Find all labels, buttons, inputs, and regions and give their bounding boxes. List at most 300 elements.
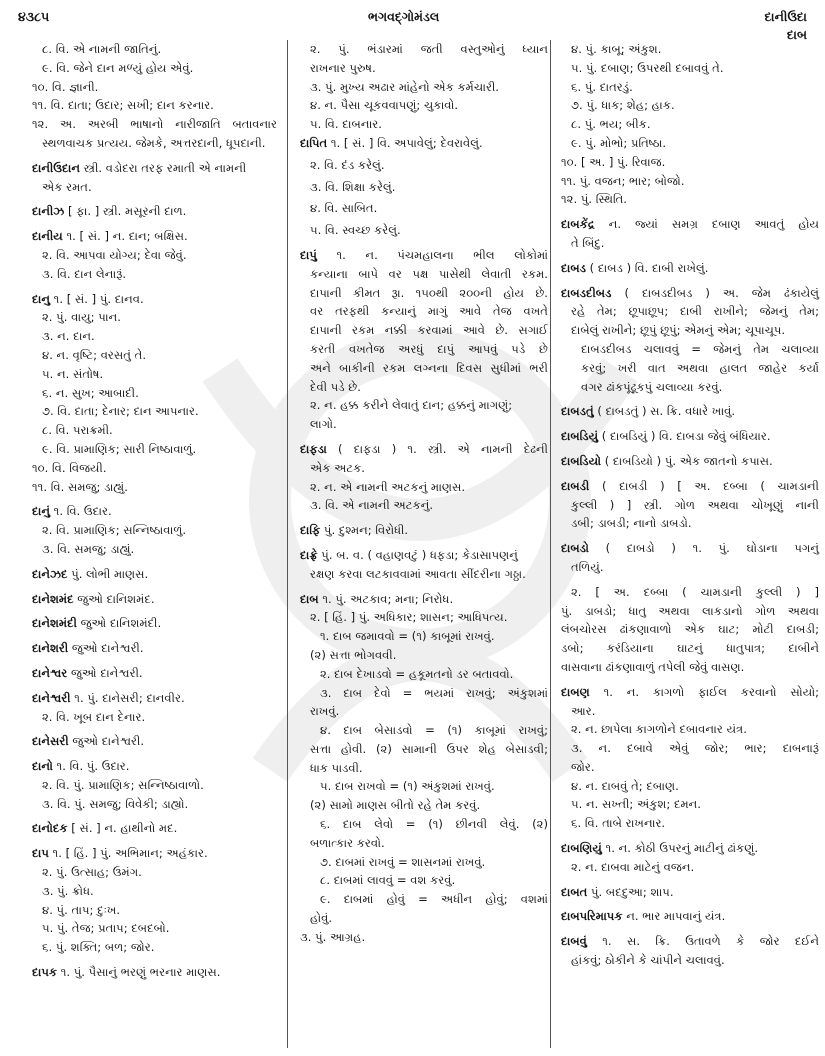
definition-text: તે બિંદુ. [571,235,605,250]
dictionary-entry-line [300,909,548,928]
definition-text: ૪. ન. પૈસા ચૂકવવાપણું; ચુકાવો. [310,98,459,113]
definition-text: [ ફા. ] સ્ત્રી. મસૂરની દાળ. [64,204,187,219]
dictionary-entry-headword-line [561,284,819,303]
dictionary-entry-line [300,302,548,321]
definition-text: ૬. પું. શક્તિ; બળ; જોર. [42,940,155,955]
definition-text: ૨. વિ. પું. પ્રામાણિક; સન્નિષ્ઠાવાળો. [42,777,204,792]
definition-text: ૧૨. અ. અરબી ભાષાનો નારીજાતિ બતાવનાર [32,117,277,132]
definition-text: ( દાબડિયું ) વિ. દાબડા જેવું બંધિયાર. [598,429,771,444]
definition-text: ૨. દાબ દેખાડવો = હકૂમતનો ડર બતાવવો. [320,666,514,681]
dictionary-entry-headword-line [32,732,277,751]
definition-text: ૫. ન. સંતોષ. [42,366,104,381]
dictionary-entry-headword-line [32,963,277,982]
dictionary-entry-headword-line [300,521,548,540]
definition-text: હાંકવું; ઠોકીને કે ચાંપીને ચલાવવું. [571,953,725,968]
definition-text: ૩. વિ. પું. સમજુ; વિવેકી; ડાહ્યો. [42,796,189,811]
dictionary-entry-line [561,78,819,97]
headword: દાનેસરી [32,734,69,749]
definition-text: ૬. દાબ લેવો = (૧) છીનવી લેવું. (૨) [320,817,548,832]
headword: દાફ્રે [300,547,318,562]
definition-text: ૨. [ અ. દબ્બા ( ચામડાની કુલ્લી ) ] [571,584,819,599]
dictionary-entry-headword-line [561,839,819,858]
dictionary-entry-line [300,834,548,853]
definition-text: કરવું; ખરી વાત અથવા હાલત જાહેર કર્યા [581,360,819,375]
dictionary-entry-line [32,882,277,901]
dictionary-entry-line [300,265,548,284]
headword: દાબડતું [561,404,594,419]
definition-text: ૩. વિ. સમજુ; ડાહ્યું. [42,541,135,556]
definition-text: દાબડદીબડ ચલાવવું = જેમનું તેમ ચલાવ્યા [581,341,819,356]
dictionary-entry-line [561,96,819,115]
dictionary-entry-headword-line [300,546,548,565]
definition-text: ૧૧. વિ. દાતા; ઉદાર; સખી; દાન કરનાર. [32,98,214,113]
dictionary-entry-headword-line [561,539,819,558]
definition-text: રક્ષણ કરવા લટકાવવામાં આવતા સીંદરીના ગઠ્ઠા. [310,566,526,581]
dictionary-entry-line [32,78,277,97]
dictionary-entry-line [300,415,548,434]
headword: દાનો [32,759,53,774]
dictionary-entry-line [561,583,819,602]
page-number: ૪૩૮૫ [18,9,50,24]
dictionary-entry-headword-line [561,883,819,902]
dictionary-entry-headword-line [300,590,548,609]
dictionary-entry-line [300,340,548,359]
dictionary-column-1 [32,40,277,1048]
dictionary-column-3 [550,40,819,1048]
dictionary-entry-line [32,708,277,727]
definition-text: ( દાબડિયો ) પું. એક જાતનો કપાસ. [601,453,773,468]
definition-text: જુઓ દાનિશમંદ. [73,591,155,606]
definition-text: ૨. ન. એ નામની અટકનું માણસ. [310,479,466,494]
definition-text: ૮. દાબમાં લાવવું = વશ કરવું. [320,873,456,888]
definition-text: ૨. ન. છાપેલા કાગળોને દબાવનાર યંત્ર. [571,722,747,737]
definition-text: પું. દુશ્મન; વિરોધી. [320,523,409,538]
dictionary-entry-line [32,40,277,59]
headword: દાપ [32,846,49,861]
definition-text: ૪. પું. કાબૂ; અંકુશ. [571,42,662,56]
dictionary-entry-line [561,190,819,209]
definition-text: દાબેલું રાખીને; છૂપું છૂપું; એમનું એમ; ચૂપાચૂપ. [571,323,786,338]
definition-text: ૨. [ હિં. ] પું. અધિકાર; શાસન; આધિપત્ય. [310,610,508,625]
definition-text: ૧. સ. ક્રિ. ઉતાવળે કે જોર દઈને [586,934,819,949]
definition-text: વર તરફથી કન્યાનું માગું આવે તેજ વખતે [310,304,548,319]
definition-text: તળિયું. [571,559,604,574]
headword: દાનીય [32,229,63,244]
dictionary-entry-headword-line [300,246,548,265]
headword: દાબવું [561,934,587,949]
dictionary-entry-line [561,620,819,639]
dictionary-entry-headword-line [32,202,277,221]
definition-text: ૨. વિ. દંડ કરેલું. [310,157,385,172]
definition-text: ૩. પું. ક્રોધ. [42,883,94,898]
definition-text: ૭. દાબમાં રાખવું = શાસનમાં રાખવું. [320,854,486,869]
dictionary-entry-line [561,558,819,577]
definition-text: ૯. વિ. જેને દાન મળ્યું હોય એવું. [42,60,194,75]
headword: દાબત [561,884,588,899]
definition-text: ૧૦. વિ. વિજયી. [32,460,107,475]
dictionary-entry-headword-line [32,757,277,776]
definition-text: ૫. વિ. સ્વચ્છ કરેલું. [310,223,401,238]
definition-text: ૧. વિ. ઉદાર. [49,504,112,519]
dictionary-entry-line [32,59,277,78]
dictionary-column-2 [287,40,548,1048]
headword: દાબડિયો [561,453,602,468]
dictionary-entry-line [561,951,819,970]
definition-text: ૯. દાબમાં હોવું = અધીન હોવું; વશમાં [320,892,548,907]
dictionary-entry-headword-line [561,259,819,278]
headword: દાબપરિમાપક [561,909,623,924]
dictionary-entry-line [300,199,548,218]
definition-text: ન. ભાર માપવાનું યંત્ર. [622,909,726,924]
definition-text: દાપાની કીમત રૂા. ૧૫૦થી ૨૦૦ની હોય છે. [310,285,548,300]
definition-text: ૭. વિ. દાતા; દેનાર; દાન આપનાર. [42,404,199,419]
definition-text: ( દાબડતું ) સ. ક્રિ. વધારે ખાવું. [593,404,736,419]
dictionary-entry-line [32,178,277,197]
definition-text: ૧. પું. અટકાવ; મના; નિરોધ. [318,591,454,606]
dictionary-entry-line [300,78,548,97]
headword: દાનોદક [32,821,68,836]
dictionary-entry-headword-line [32,590,277,609]
headword: દાબકેંદ્ર [561,217,595,232]
dictionary-entry-line [32,308,277,327]
dictionary-entry-line [300,759,548,778]
dictionary-entry-line [300,890,548,909]
dictionary-entry-line [32,265,277,284]
guideword-last: દાબ [786,27,807,42]
headword: દાનીઉદાન [32,160,80,175]
headword: દાબડિયું [561,429,599,444]
definition-text: એક અટક. [310,460,365,475]
dictionary-entry-line [300,565,548,584]
definition-text: ૧. ન. પંચમહાલના ભીલ લોકોમાં [316,247,548,262]
headword: દાનેઝદ [32,566,68,581]
dictionary-entry-headword-line [561,477,819,496]
headword: દાનેશરી [32,641,69,656]
dictionary-entry-headword-line [32,159,277,178]
definition-text: પું. ડાબડો; ધાતુ અથવા લાકડાનો ગોળ અથવા [561,603,819,618]
definition-text: ૧૨. પું. સ્થિતિ. [561,192,627,207]
dictionary-entry-line [561,602,819,621]
definition-text: પું. બ. વ. ( વહાણવટું ) ધફડા; કેડાસાપણનું [317,547,518,562]
dictionary-entry-line [32,776,277,795]
dictionary-entry-line [32,402,277,421]
dictionary-entry-headword-line [32,689,277,708]
headword: દાબણિયું [561,841,602,856]
definition-text: ૧૦. [ અ. ] પું. રિવાજ. [561,154,666,169]
dictionary-entry-line [300,646,548,665]
dictionary-entry-line [300,496,548,515]
definition-text: ૪. પું. તાપ; દુઃખ. [42,902,121,917]
definition-text: ૯. વિ. પ્રામાણિક; સારી નિષ્ઠાવાળું. [42,441,197,456]
definition-text: ૨. વિ. આપવા યોગ્ય; દેવા જેવું. [42,247,187,262]
definition-text: કન્યાના બાપે વર પક્ષ પાસેથી લેવાતી રકમ. [310,266,548,281]
definition-text: ૧. [ સં. ] વિ. અપાવેલું; દેવરાવેલું. [327,135,483,150]
dictionary-entry-line [300,627,548,646]
dictionary-entry-headword-line [561,215,819,234]
dictionary-entry-line [561,115,819,134]
dictionary-entry-headword-line [561,402,819,421]
dictionary-entry-line [32,901,277,920]
definition-text: ૩. પું. આગ્રહ. [300,929,366,944]
definition-text: જુઓ દાનિશમંદી. [76,616,162,631]
dictionary-entry-line [561,378,819,397]
definition-text: ( દાબડી ) [ અ. દબ્બા ( ચામડાની [589,478,819,493]
dictionary-entry-line [32,246,277,265]
dictionary-entry-line [32,346,277,365]
headword: દાબડ [561,260,586,275]
definition-text: ૨. પું. વાયુ; પાન. [42,310,121,325]
dictionary-entry-headword-line [32,664,277,683]
dictionary-entry-headword-line [561,932,819,951]
definition-text: ૫. પું. દબાણ; ઉપરથી દબાવવું તે. [571,60,724,75]
definition-text: ૫. ન. સખ્તી; અંકુશ; દમન. [571,797,701,812]
headword: દાનું [32,504,50,519]
definition-text: ૫. વિ. દાબનાર. [310,117,382,132]
definition-text: ૩. પું. મુખ્ય અઢાર માંહેનો એક કર્મચારી. [310,79,499,94]
dictionary-entry-line [300,178,548,197]
definition-text: વગર ઢાંકપૂંઢૂકપું ચલાવ્યા કરવું. [581,379,723,394]
dictionary-entry-line [561,321,819,340]
definition-text: વાસવાના ઢાંકણાવાળું તપેલી જેવું વાસણ. [561,659,745,674]
dictionary-entry-line [300,459,548,478]
dictionary-entry-line [300,777,548,796]
dictionary-entry-line [32,478,277,497]
definition-text: ૧૧. પું. વજન; ભાર; બોજો. [561,173,685,188]
headword: દાનેશમંદ [32,591,74,606]
definition-text: ૩. દાબ દેવો = ભયમાં રાખવું; અંકુશમાં [320,685,548,700]
dictionary-entry-headword-line [32,290,277,309]
definition-text: દાપાની રકમ નક્કી કરવામાં આવે છે. સગાઈ [310,323,548,338]
dictionary-entry-line [32,795,277,814]
dictionary-entry-line [300,156,548,175]
definition-text: ૮. વિ. પરાક્રમી. [42,423,113,438]
dictionary-entry-line [300,684,548,703]
definition-text: ૬. વિ. તાબે રાખનાર. [571,816,666,831]
definition-text: ડબો; કરંડિયાના ઘાટનું ધાતુપાત્ર; દાબીને [561,641,819,656]
dictionary-entry-line [561,302,819,321]
definition-text: સ્ત્રી. વડોદરા તરફ રમાતી એ નામની [80,160,247,175]
dictionary-entry-line [32,384,277,403]
definition-text: સત્તા હોવી. (૨) સામાની ઉપર શેહ બેસાડવી; [310,741,548,756]
dictionary-entry-line [561,858,819,877]
dictionary-entry-line [561,514,819,533]
dictionary-entry-line [300,871,548,890]
dictionary-entry-headword-line [32,502,277,521]
dictionary-entry-line [300,40,548,59]
dictionary-entry-line [561,359,819,378]
definition-text: ૪. દાબ બેસાડવો = (૧) કાબૂમાં રાખવું; [320,723,548,738]
dictionary-entry-line [561,720,819,739]
definition-text: ૧. ન. કાગળો ફાઈલ કરવાનો સોયો; [589,684,819,699]
dictionary-entry-line [300,478,548,497]
definition-text: ૧. દાબ જમાવવો = (૧) કાબૂમાં રાખવું. [320,629,495,644]
definition-text: (૨) સત્તા ભોગવવી. [310,647,397,662]
definition-text: રહે તેમ; છૂપાછૂપ; દાબી રાખીને; જેમનું તેમ; [571,304,819,319]
dictionary-entry-line [300,702,548,721]
definition-text: ૫. દાબ રાખવો = (૧) અંકુશમાં રાખવું. [320,779,495,794]
definition-text: બળાત્કાર કરવો. [310,835,385,850]
definition-text: રાખવું. [310,704,340,719]
definition-text: ન. જ્યાં સમગ્ર દબાણ આવતું હોય [594,217,819,232]
definition-text: ૩. વિ. દાન લેનારૂં. [42,266,127,281]
definition-text: ૪. ન. દાબવું તે; દબાણ. [571,778,679,793]
dictionary-entry-headword-line [32,227,277,246]
definition-text: ૧. પું. દાનેસરી; દાનવીર. [70,690,185,705]
dictionary-entry-line [32,134,277,153]
definition-text: ( દાબડ ) વિ. દાબી રાખેલું. [586,260,709,275]
definition-text: (૨) સામો માણસ બીતો રહે તેમ કરવું. [310,798,481,813]
dictionary-entry-line [300,359,548,378]
headword: દાબણ [561,684,590,699]
definition-text: સ્થળવાચક પ્રત્યય. જેમકે, અત્તરદાની, ધૂપદાની. [42,135,266,150]
headword: દાપિત [300,135,328,150]
dictionary-entry-line [300,796,548,815]
definition-text: ૧. [ સં. ] ન. દાન; બક્ષિસ. [62,229,188,244]
definition-text: ૬. પું. દાતરડું. [571,79,633,94]
definition-text: ૧. પું. પૈસાનું ભરણું ભરનાર માણસ. [57,965,221,980]
headword: દાનેશ્વરી [32,690,71,705]
dictionary-entry-line [300,396,548,415]
definition-text: ( દાબડદીબડ ) અ. જેમ ઢંકાયેલું [611,285,819,300]
definition-text: ૨. વિ. ખૂબ દાન દેનાર. [42,709,146,724]
headword: દાફિ [300,523,321,538]
dictionary-entry-line [32,919,277,938]
dictionary-entry-line [300,853,548,872]
dictionary-entry-line [300,608,548,627]
definition-text: જુઓ દાનેશ્વરી. [68,734,145,749]
dictionary-entry-line [32,540,277,559]
dictionary-entry-line [32,115,277,134]
definition-text: કુલ્લી ) ] સ્ત્રી. ગોળ અથવા ચોખૂણું નાની [571,497,819,512]
dictionary-entry-line [300,115,548,134]
headword: દાપક [32,965,58,980]
dictionary-entry-line [300,721,548,740]
definition-text: જુઓ દાનેશ્વરી. [67,665,143,680]
dictionary-entry-line [300,221,548,240]
definition-text: ( દાફડા ) ૧. સ્ત્રી. એ નામની દેઢની [326,441,548,456]
definition-text: ૮. પું. ભય; બીક. [571,117,651,132]
definition-text: ૩. ન. દબાવે એવું જોર; ભાર; દાબનારૂં [571,741,819,756]
dictionary-entry-headword-line [561,683,819,702]
definition-text: પું. બદદુઆ; શાપ. [587,884,674,899]
definition-text: ૩. વિ. એ નામની અટકનું. [310,498,434,513]
book-title: ભગવદ્ગોમંડલ [368,9,440,24]
dictionary-entry-line [561,739,819,758]
definition-text: ૧૦. વિ. જ્ઞાની. [32,79,99,94]
definition-text: ૭. પું. ધાક; શેહ; હાક. [571,98,675,113]
definition-text: દેવી પડે છે. [310,379,361,394]
definition-text: ૮. વિ. એ નામની જાતિનું. [42,42,162,56]
definition-text: હોવું. [310,911,333,926]
definition-text: ધાક પાડવી. [310,760,363,775]
definition-text: [ સં. ] ન. હાથીનો મદ. [67,821,178,836]
definition-text: પું. લોભી માણસ. [67,566,149,581]
headword: દાનેશમંદી [32,616,77,631]
headword: દાનેશ્વર [32,665,68,680]
definition-text: ૨. પું. ભંડારમાં જતી વસ્તુઓનું ધ્યાન [310,42,548,56]
dictionary-entry-line [300,284,548,303]
definition-text: ૧૧. વિ. સમજુ; ડાહ્યું. [32,479,128,494]
definition-text: કરતી વખતેજ અરધું દાપું આપવું પડે છે [310,341,548,356]
definition-text: ૯. પું. મોભો; પ્રતિષ્ઠા. [571,135,667,150]
dictionary-entry-line [300,378,548,397]
headword: દાફડા [300,441,327,456]
definition-text: ૬. ન. સુખ; આબાદી. [42,385,139,400]
definition-text: જુઓ દાનેશ્વરી. [68,641,144,656]
definition-text: રાખનાર પુરુષ. [310,60,376,75]
dictionary-entry-line [300,59,548,78]
dictionary-entry-line [300,321,548,340]
dictionary-entry-line [561,134,819,153]
headword: દાબડી [561,478,590,493]
definition-text: ૧. ન. કોઠી ઉપરનું માટીનું ઢાંકણું. [601,841,759,856]
dictionary-entry-headword-line [32,844,277,863]
headword: દાનુ [32,291,50,306]
definition-text: ડબી; ડાબડી; નાનો ડાબડો. [571,516,692,531]
dictionary-entry-line [561,153,819,172]
definition-text: ૪. વિ. સાબિત. [310,201,378,216]
dictionary-entry-line [300,928,548,947]
headword: દાબડો [561,541,589,556]
definition-text: ૩. ન. દાન. [42,329,95,344]
dictionary-entry-line [32,96,277,115]
dictionary-entry-line [561,172,819,191]
dictionary-entry-line [561,702,819,721]
dictionary-entry-line [561,59,819,78]
dictionary-entry-headword-line [300,134,548,153]
definition-text: ૨. ન. દાબવા માટેનું વજન. [571,859,695,874]
dictionary-entry-line [561,639,819,658]
guideword-first: દાનીઉદા [764,9,807,24]
dictionary-entry-line [300,815,548,834]
dictionary-entry-line [561,777,819,796]
headword: દાનીઝ [32,204,65,219]
dictionary-entry-headword-line [300,440,548,459]
dictionary-entry-line [561,758,819,777]
dictionary-entry-line [32,440,277,459]
definition-text: ૨. વિ. પ્રામાણિક; સન્નિષ્ઠાવાળું. [42,523,187,538]
dictionary-entry-headword-line [32,565,277,584]
headword: દાબડદીબડ [561,285,612,300]
dictionary-entry-line [300,740,548,759]
dictionary-entry-line [561,795,819,814]
dictionary-entry-line [32,365,277,384]
dictionary-entry-line [32,459,277,478]
dictionary-entry-headword-line [32,639,277,658]
dictionary-entry-headword-line [32,614,277,633]
dictionary-entry-line [561,658,819,677]
dictionary-entry-line [300,96,548,115]
dictionary-entry-line [32,938,277,957]
definition-text: ૧. [ સં. ] પું. દાનવ. [49,291,144,306]
dictionary-entry-line [32,327,277,346]
definition-text: ૪. ન. વૃષ્ટિ; વરસતું તે. [42,347,147,362]
definition-text: ( દાબડો ) ૧. પું. ઘોડાના પગનું [588,541,819,556]
definition-text: ૧. વિ. પું. ઉદાર. [52,759,130,774]
dictionary-entry-line [561,234,819,253]
dictionary-entry-line [300,665,548,684]
dictionary-entry-line [32,863,277,882]
dictionary-entry-line [561,496,819,515]
dictionary-entry-line [32,421,277,440]
dictionary-entry-line [561,340,819,359]
dictionary-entry-line [561,40,819,59]
headword: દાબ [300,591,319,606]
definition-text: આર. [571,703,596,718]
dictionary-entry-headword-line [561,427,819,446]
definition-text: ૨. પું. ઉત્સાહ; ઉમંગ. [42,865,142,880]
definition-text: લંબચોરસ ઢાંકણાવાળો એક ઘાટ; મોટી દાબડી; [561,622,819,637]
